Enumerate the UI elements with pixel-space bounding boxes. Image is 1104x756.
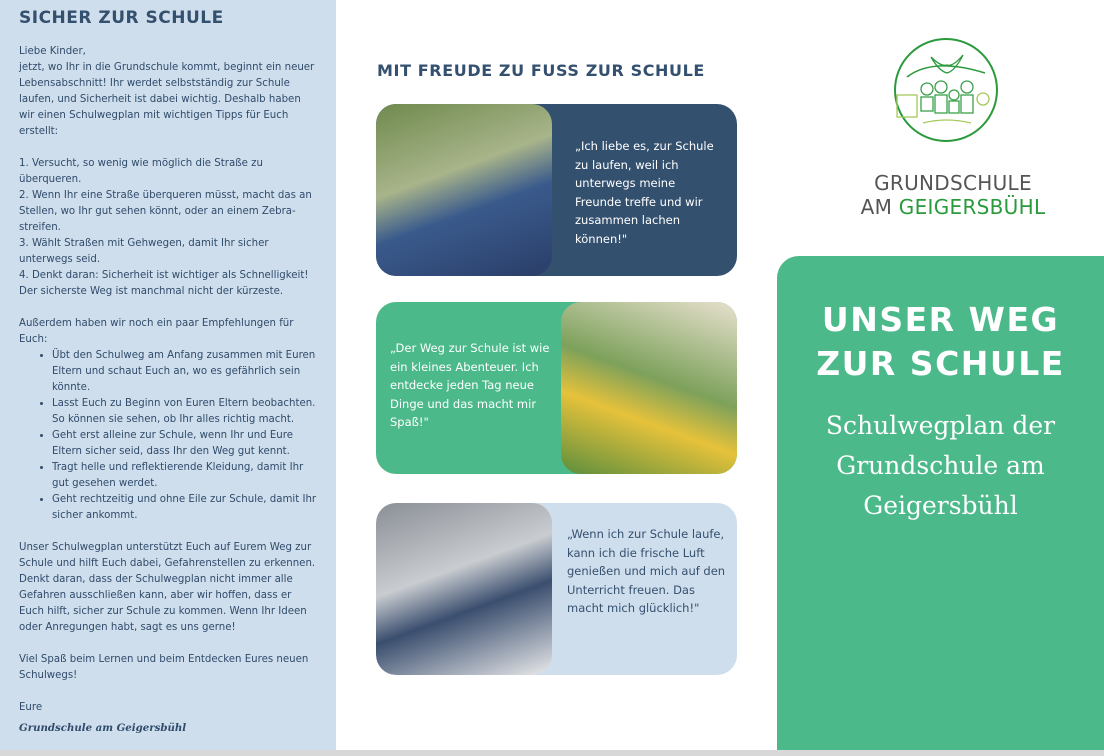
list-item: • Tragt helle und reflektierende Kleidung, damit Ihr gut gesehen werdet. bbox=[52, 460, 317, 492]
cover-title bbox=[777, 298, 1104, 386]
recommend-intro: Außerdem haben wir noch ein paar Empfehlungen für Euch: bbox=[19, 318, 294, 345]
logo-text-line1: GRUNDSCHULE bbox=[874, 171, 1032, 195]
intro-text: jetzt, wo Ihr in die Grundschule kommt, beginnt ein neuer Lebensabschnitt! Ihr werdet selbstständig zur Schule laufen, und Sicherheit ist dabei wichtig. Deshalb haben wir einen Schulwegplan mit wichtigen Tipps für Euch erstellt: bbox=[19, 62, 315, 137]
section-title: SICHER ZUR SCHULE bbox=[19, 8, 224, 28]
cover-subtitle-line: Geigersbühl bbox=[863, 491, 1018, 520]
cover-panel bbox=[777, 256, 1104, 750]
tip: 1. Versucht, so wenig wie möglich die Straße zu überqueren. bbox=[19, 158, 263, 185]
quote-text: „Ich liebe es, zur Schule zu laufen, weil ich unterwegs meine Freunde treffe und wir zusammen lachen können!" bbox=[575, 139, 714, 246]
logo-text-line2 bbox=[820, 195, 1086, 219]
tip: 3. Wählt Straßen mit Gehwegen, damit Ihr sicher unterwegs seid. bbox=[19, 238, 269, 265]
tip: 4. Denkt daran: Sicherheit ist wichtiger als Schnelligkeit! Der sicherste Weg ist manchmal nicht der kürzeste. bbox=[19, 270, 309, 297]
quote-card bbox=[376, 503, 737, 675]
logo-text-am: AM bbox=[860, 195, 899, 219]
cover-subtitle-line: Grundschule am bbox=[836, 451, 1045, 480]
page-edge bbox=[0, 750, 1104, 756]
quote-card bbox=[376, 302, 737, 474]
greeting: Liebe Kinder, bbox=[19, 46, 86, 57]
cover-subtitle bbox=[777, 406, 1104, 526]
list-item: • Übt den Schulweg am Anfang zusammen mit Euren Eltern und schaut Euch an, wo es gefährlich sein könnte. bbox=[52, 348, 317, 396]
recommendation-list bbox=[19, 348, 317, 524]
signature: Grundschule am Geigersbühl bbox=[19, 722, 187, 734]
photo-girl-books bbox=[561, 302, 737, 474]
quote-card bbox=[376, 104, 737, 276]
photo-boy-glasses bbox=[376, 503, 552, 675]
quote-text: „Wenn ich zur Schule laufe, kann ich die frische Luft genießen und mich auf den Unterricht freuen. Das macht mich glücklich!" bbox=[567, 527, 726, 615]
list-item: • Geht erst alleine zur Schule, wenn Ihr und Eure Eltern sicher seid, dass Ihr den Weg gut kennt. bbox=[52, 428, 317, 460]
eure: Eure bbox=[19, 702, 43, 713]
list-item: • Geht rechtzeitig und ohne Eile zur Schule, damit Ihr sicher ankommt. bbox=[52, 492, 317, 524]
logo-text-name: GEIGERSBÜHL bbox=[898, 195, 1046, 219]
cover-title-line: ZUR SCHULE bbox=[816, 344, 1065, 383]
left-panel bbox=[0, 0, 336, 750]
list-item: • Lasst Euch zu Beginn von Euren Eltern beobachten. So können sie sehen, ob Ihr alles richtig macht. bbox=[52, 396, 317, 428]
wish-text: Viel Spaß beim Lernen und beim Entdecken Eures neuen Schulwegs! bbox=[19, 654, 309, 681]
school-logo-icon bbox=[893, 37, 999, 143]
quote-text: „Der Weg zur Schule ist wie ein kleines Abenteuer. Ich entdecke jeden Tag neue Dinge und das macht mir Spaß!" bbox=[390, 341, 550, 429]
photo-boy-backpack bbox=[376, 104, 552, 276]
middle-title: MIT FREUDE ZU FUSS ZUR SCHULE bbox=[377, 61, 705, 80]
tip: 2. Wenn Ihr eine Straße überqueren müsst, macht das an Stellen, wo Ihr gut sehen könnt, oder an einem Zebra-streifen. bbox=[19, 190, 312, 233]
closing-text: Unser Schulwegplan unterstützt Euch auf Eurem Weg zur Schule und hilft Euch dabei, Gefahrenstellen zu erkennen. Denkt daran, dass der Schulwegplan nicht immer alle Gefahren ausschließen kann, aber wir hoffen, dass er Euch hilft, sicher zur Schule zu kommen. Wenn Ihr Ideen oder Anregungen habt, sagt es uns gerne! bbox=[19, 542, 316, 633]
cover-title-line: UNSER WEG bbox=[821, 300, 1060, 339]
cover-subtitle-line: Schulwegplan der bbox=[825, 411, 1056, 440]
